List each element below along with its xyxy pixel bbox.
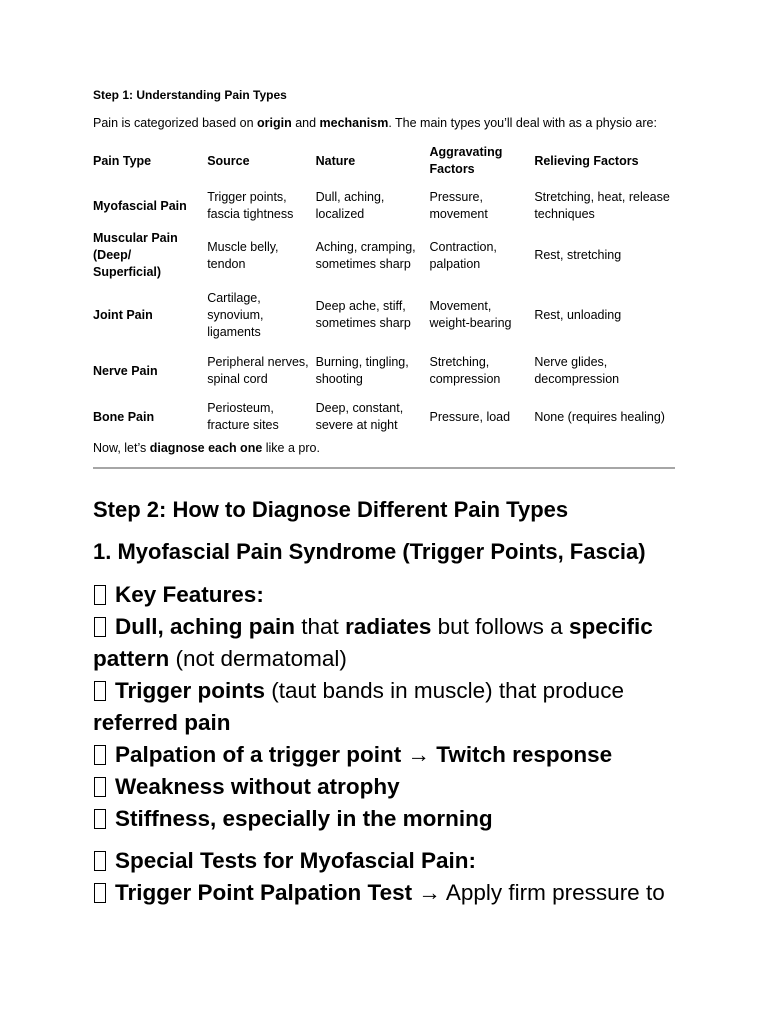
cell-pain-type: Muscular Pain (Deep/ Superficial) [93,231,178,279]
cell-aggravating: Stretching, compression [429,355,501,386]
intro-text: and [291,116,320,130]
intro-paragraph [93,116,657,130]
feature-bold: Stiffness, especially in the morning [115,806,493,831]
test-item [93,877,678,909]
header-aggravating-factors: Aggravating Factors [429,145,503,176]
feature-bold: Weakness without atrophy [115,774,400,799]
table-header-row [90,140,675,182]
feature-text: (not dermatomal) [169,646,347,671]
feature-item [93,771,678,803]
feature-item [93,803,678,835]
cell-relieving: Stretching, heat, release techniques [534,190,670,221]
cell-nature: Dull, aching, localized [315,190,385,221]
missing-glyph-icon [94,851,106,871]
feature-item [93,739,678,771]
cell-relieving: Nerve glides, decompression [534,355,620,386]
step2-heading: Step 2: How to Diagnose Different Pain Types [93,497,569,522]
cell-source: Muscle belly, tendon [207,239,279,271]
feature-bold: specific pattern [93,614,653,671]
feature-item [93,675,678,739]
cell-source: Trigger points, fascia tightness [207,190,294,221]
test-text: → Apply firm pressure to [412,880,665,905]
table-row [90,393,675,441]
table-row [90,230,675,281]
cell-aggravating: Contraction, palpation [429,239,497,271]
cell-relieving: Rest, unloading [534,307,622,322]
special-tests-heading [93,845,678,877]
special-tests-label: Special Tests for Myofascial Pain: [115,848,476,873]
pain-types-table [90,140,675,441]
outro-bold: diagnose each one [149,441,263,455]
missing-glyph-icon [94,617,106,637]
cell-pain-type: Myofascial Pain [93,198,187,213]
feature-text: (taut bands in muscle) that produce [265,678,624,703]
outro-text: like a pro. [262,441,320,455]
feature-bold: Trigger points [115,678,266,703]
cell-nature: Deep, constant, severe at night [315,401,404,432]
table-row [90,349,675,393]
feature-item [93,611,678,675]
cell-pain-type: Nerve Pain [93,363,158,378]
cell-pain-type: Joint Pain [93,307,153,322]
cell-aggravating: Pressure, load [429,409,511,424]
feature-bold: radiates [345,614,432,639]
intro-text: . The main types you’ll deal with as a physio are: [388,116,657,130]
myofascial-section-heading: 1. Myofascial Pain Syndrome (Trigger Points, Fascia) [93,539,646,564]
header-source: Source [207,153,250,168]
cell-pain-type: Bone Pain [93,409,155,424]
feature-bold: referred pain [93,710,231,735]
table-row [90,281,675,349]
intro-mechanism: mechanism [319,116,389,130]
header-nature: Nature [315,153,356,168]
cell-aggravating: Movement, weight-bearing [429,299,512,330]
cell-relieving: Rest, stretching [534,248,622,262]
missing-glyph-icon [94,681,106,701]
cell-aggravating: Pressure, movement [429,190,488,221]
horizontal-divider [93,467,675,469]
outro-text: Now, let’s [93,441,150,455]
feature-bold: Palpation of a trigger point → Twitch response [115,742,613,767]
cell-nature: Aching, cramping, sometimes sharp [315,239,416,271]
missing-glyph-icon [94,585,106,605]
cell-nature: Deep ache, stiff, sometimes sharp [315,299,411,330]
feature-text: but follows a [431,614,569,639]
header-pain-type: Pain Type [93,153,152,168]
outro-paragraph [93,441,320,455]
cell-source: Cartilage, synovium, ligaments [207,290,264,339]
table-row [90,182,675,230]
feature-text: that [295,614,346,639]
cell-nature: Burning, tingling, shooting [315,355,409,386]
key-features-label: Key Features: [115,582,264,607]
step1-heading: Step 1: Understanding Pain Types [93,88,287,102]
myofascial-content [93,579,678,909]
intro-text: Pain is categorized based on [93,116,257,130]
missing-glyph-icon [94,745,106,765]
cell-relieving: None (requires healing) [534,409,665,424]
test-bold: Trigger Point Palpation Test [115,880,413,905]
cell-source: Periosteum, fracture sites [207,401,279,432]
intro-origin: origin [257,116,292,130]
cell-source: Peripheral nerves, spinal cord [207,355,309,386]
missing-glyph-icon [94,883,106,903]
missing-glyph-icon [94,809,106,829]
key-features-heading [93,579,678,611]
feature-bold: Dull, aching pain [115,614,296,639]
header-relieving-factors: Relieving Factors [534,153,639,168]
paragraph-gap [93,835,678,845]
missing-glyph-icon [94,777,106,797]
